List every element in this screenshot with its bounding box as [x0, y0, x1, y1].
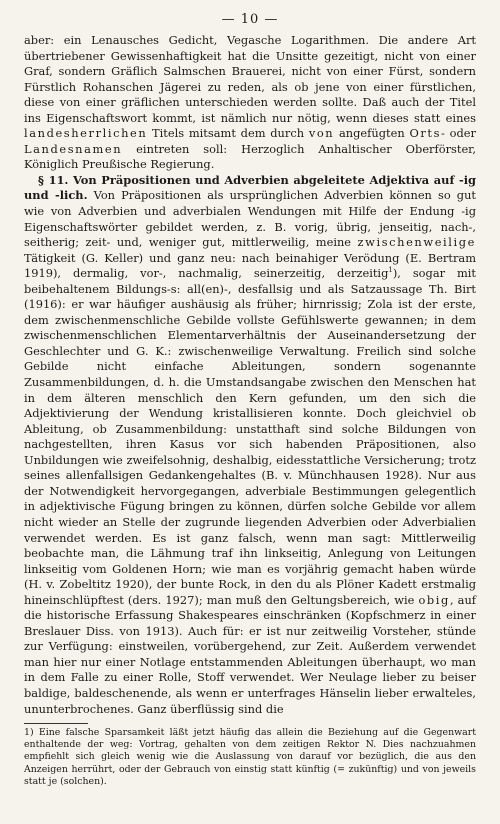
text-run: angefügten [334, 126, 410, 141]
text-run: - oder [441, 126, 476, 141]
text-run: , auf die historische Erfassung Shakespeares einschränken (Kopfschmerz in einer Breslauer Diss. von 1913). Auch für: er ist nur zeitweilig Vorsteher, stünde zur Verfügung: einstweilen, vorübergehend, zur Zeit. Außerdem verwendet man hier nur einer Notlage entstammenden Ableitungen überhaupt, wo man in dem Falle zu einer Rolle, Stoff verwendet. Wer Neulage lieber zu beiser baldige, baldeschenende, als wenn er unterfrages Hänselin lieber erwalteles, ununterbrochenes. Ganz überflüssig sind die [24, 592, 476, 716]
text-run: Tätigkeit (G. Keller) und ganz neu: nach beinahiger Verödung (E. Bertram 1919), dermalig, vor-, nachmalig, seinerzeitig, derzeitig [24, 250, 476, 281]
text-run: eintreten soll: Herzoglich Anhaltischer Oberförster, Königlich Preußische Regierung. [24, 141, 476, 172]
text-run: ), sogar mit beibehaltenem Bildungs-s: all(en)-, desfallsig und als Satzaussage Th. Birt (1916): er war häufiger aushäusig als früher; hirnrissig; Zola ist der erste, dem zwischenmenschliche Gebilde vollste Gefühlswerte gewannen; in dem zwischenmenschlichen Elementarverhältnis der Auseinandersetzung der Geschlechter und G. K.: zwischenweilige Verwaltung. Freilich sind solche Gebilde nicht einfache Ableitungen, sondern sogenannte Zusammenbildungen, d. h. die Umstandsangabe zwischen den Menschen hat in dem älteren menschlich den Kern gefunden, um den sich die Adjektivierung der Wendung kristallisieren konnte. Doch gleichviel ob Ableitung, ob Zusammenbildung: unstatthaft sind solche Bildungen von nachgestellten, ihren Kasus vor sich habenden Präpositionen, also Unbildungen wie zweifelsohnig, deshalbig, eidesstattliche Versicherung; trotz seines allenfallsigen Gedankengehaltes (B. v. Münchhausen 1928). Nur aus der Notwendigkeit hervorgegangen, adverbiale Bestimmungen gelegentlich in adjektivische Fügung bringen zu können, dürfen solche Gebilde vor allem nicht wieder an Stelle der zugrunde liegenden Adverbien oder Adverbialien verwendet werden. Es ist ganz falsch, wenn man sagt: Mittlerweilig beobachte man, die Lähmung traf ihn linkseitig, Anlegung von Leitungen linkseitig vom Goldenen Horn; wie man es vorjährig gemacht haben würde (H. v. Zobeltitz 1920), der bunte Rock, in den du als Plöner Kadett erstmalig hineinschlüpftest (ders. 1927); man muß den Geltungsbereich, wie [24, 266, 476, 607]
spaced-word: landesherrlichen [24, 126, 148, 141]
footnote-rule [24, 723, 88, 724]
spaced-word: von [308, 126, 335, 141]
text-run: aber: ein Lenausches Gedicht, Vegasche Logarithmen. Die andere Art übertriebener Gewissenhaftigkeit hat die Unsitte gezeitigt, nicht von einer Graf, sondern Gräflich Salmschen Brauerei, nicht von einer Fürst, sondern Fürstlich Rohanschen Jägerei zu reden, als ob jene von einer fürstlichen, diese von einer gräflichen unterschieden werden sollte. Daß auch der Titel ins Eigenschaftswort kommt, ist nämlich nur nötig, wenn dieses statt eines [24, 33, 476, 125]
spaced-word: Orts [409, 126, 442, 141]
footnote-marker: 1 [388, 266, 393, 275]
body-text [24, 33, 476, 717]
spaced-word: Landesnamen [24, 141, 123, 156]
paragraph-1 [24, 33, 476, 173]
footnote: 1) Eine falsche Sparsamkeit läßt jetzt häufig das allein die Beziehung auf die Gegenwart enthaltende der weg: Vortrag, gehalten von dem zeitigen Rektor N. Dies nachzuahmen empfiehlt sich gleich wenig wie die Auslassung von darauf vor bezüglich, die aus den Anzeigen herrührt, oder der Gebrauch von einstig statt künftig (= zukünftig) und von jeweils statt je (solchen). [24, 727, 476, 787]
spaced-word: zwischenweilige [357, 235, 476, 250]
spaced-word: obig [418, 592, 450, 607]
paragraph-2 [24, 173, 476, 717]
text-run: Von Präpositionen als ursprünglichen Adverbien können so gut wie von Adverbien und adverbialen Wendungen mit Hilfe der Endung -ig Eigenschaftswörter gebildet werden, z. B. vorig, übrig, jenseitig, nach-, seitherig; zeit- und, weniger gut, mittlerweilig, meine [24, 188, 477, 250]
section-heading: § 11. Von Präpositionen und Adverbien abgeleitete Adjektiva auf -ig und -lich. [24, 172, 476, 203]
page-number: — 10 — [221, 12, 279, 27]
text-run: Titels mitsamt dem durch [147, 126, 309, 141]
